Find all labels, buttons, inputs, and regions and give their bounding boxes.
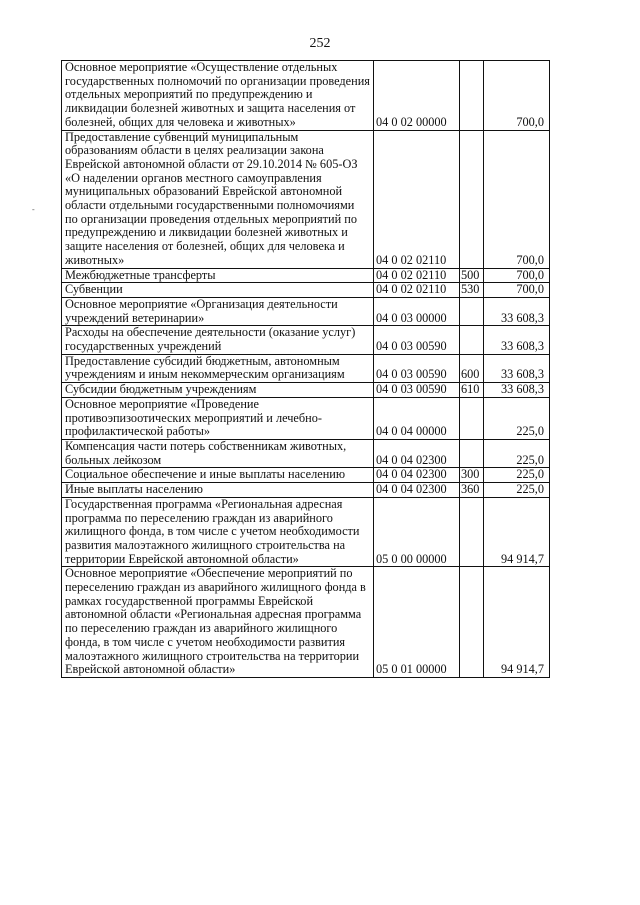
row-name: Социальное обеспечение и иные выплаты населению — [62, 468, 374, 483]
row-target-code: 04 0 02 02110 — [374, 130, 460, 268]
row-target-code: 05 0 01 00000 — [374, 567, 460, 678]
row-target-code: 04 0 04 00000 — [374, 397, 460, 439]
page-number: 252 — [309, 36, 331, 51]
row-target-code: 04 0 03 00590 — [374, 326, 460, 354]
row-expense-type: 610 — [460, 383, 484, 398]
row-expense-type: 360 — [460, 483, 484, 498]
row-name: Расходы на обеспечение деятельности (оказание услуг) государственных учреждений — [62, 326, 374, 354]
row-expense-type: 500 — [460, 268, 484, 283]
row-amount: 225,0 — [484, 397, 550, 439]
row-amount: 33 608,3 — [484, 297, 550, 325]
row-amount: 225,0 — [484, 483, 550, 498]
table-row — [62, 497, 550, 567]
row-expense-type — [460, 130, 484, 268]
table-row — [62, 283, 550, 298]
row-expense-type — [460, 439, 484, 467]
row-name: Предоставление субвенций муниципальным образованиям области в целях реализации закона Еврейской автономной области от 29.10.2014 № 605-ОЗ «О наделении органов местного самоуправления муниципальных образований Еврейской автономной области отдельными государственными полномочиями по организации проведения отдельных мероприятий по предупреждению и ликвидации болезней животных и защите населения от болезней, общих для человека и животных» — [62, 130, 374, 268]
table-row — [62, 483, 550, 498]
row-target-code: 05 0 00 00000 — [374, 497, 460, 567]
row-target-code: 04 0 03 00590 — [374, 383, 460, 398]
table-row — [62, 61, 550, 131]
table-row — [62, 439, 550, 467]
row-target-code: 04 0 02 00000 — [374, 61, 460, 131]
row-amount: 225,0 — [484, 468, 550, 483]
row-target-code: 04 0 03 00590 — [374, 354, 460, 382]
row-name: Межбюджетные трансферты — [62, 268, 374, 283]
row-amount: 33 608,3 — [484, 383, 550, 398]
row-expense-type — [460, 397, 484, 439]
table-row — [62, 130, 550, 268]
row-name: Основное мероприятие «Осуществление отдельных государственных полномочий по организации проведения отдельных мероприятий по предупреждению и ликвидации болезней животных и защита населения от болезней, общих для человека и животных» — [62, 61, 374, 131]
row-name: Компенсация части потерь собственникам животных, больных лейкозом — [62, 439, 374, 467]
row-expense-type: 530 — [460, 283, 484, 298]
row-expense-type — [460, 497, 484, 567]
table-row — [62, 268, 550, 283]
table-row — [62, 297, 550, 325]
row-amount: 700,0 — [484, 61, 550, 131]
row-amount: 700,0 — [484, 130, 550, 268]
row-target-code: 04 0 02 02110 — [374, 283, 460, 298]
row-expense-type: 600 — [460, 354, 484, 382]
row-name: Основное мероприятие «Проведение противоэпизоотических мероприятий и лечебно-профилактической работы» — [62, 397, 374, 439]
row-amount: 94 914,7 — [484, 567, 550, 678]
table-row — [62, 383, 550, 398]
row-name: Государственная программа «Региональная адресная программа по переселению граждан из аварийного жилищного фонда, в том числе с учетом необходимости развития малоэтажного жилищного строительства на территории Еврейской автономной области» — [62, 497, 374, 567]
row-name: Основное мероприятие «Организация деятельности учреждений ветеринарии» — [62, 297, 374, 325]
row-amount: 33 608,3 — [484, 326, 550, 354]
row-expense-type — [460, 297, 484, 325]
row-target-code: 04 0 04 02300 — [374, 483, 460, 498]
row-amount: 225,0 — [484, 439, 550, 467]
row-expense-type — [460, 567, 484, 678]
row-amount: 700,0 — [484, 268, 550, 283]
table-row — [62, 354, 550, 382]
row-target-code: 04 0 02 02110 — [374, 268, 460, 283]
row-amount: 33 608,3 — [484, 354, 550, 382]
row-expense-type: 300 — [460, 468, 484, 483]
row-name: Иные выплаты населению — [62, 483, 374, 498]
row-name: Субсидии бюджетным учреждениям — [62, 383, 374, 398]
table-row — [62, 468, 550, 483]
row-name: Предоставление субсидий бюджетным, автономным учреждениям и иным некоммерческим организациям — [62, 354, 374, 382]
row-expense-type — [460, 326, 484, 354]
row-target-code: 04 0 03 00000 — [374, 297, 460, 325]
row-amount: 94 914,7 — [484, 497, 550, 567]
row-name: Основное мероприятие «Обеспечение мероприятий по переселению граждан из аварийного жилищного фонда в рамках государственной программы Еврейской автономной области «Региональная адресная программа по переселению граждан из аварийного жилищного фонда, в том числе с учетом необходимости развития малоэтажного жилищного строительства на территории Еврейской автономной области» — [62, 567, 374, 678]
row-name: Субвенции — [62, 283, 374, 298]
row-target-code: 04 0 04 02300 — [374, 439, 460, 467]
row-target-code: 04 0 04 02300 — [374, 468, 460, 483]
margin-mark: - — [32, 205, 35, 214]
table-row — [62, 567, 550, 678]
table-row — [62, 397, 550, 439]
table-row — [62, 326, 550, 354]
budget-table — [61, 60, 550, 678]
row-expense-type — [460, 61, 484, 131]
row-amount: 700,0 — [484, 283, 550, 298]
